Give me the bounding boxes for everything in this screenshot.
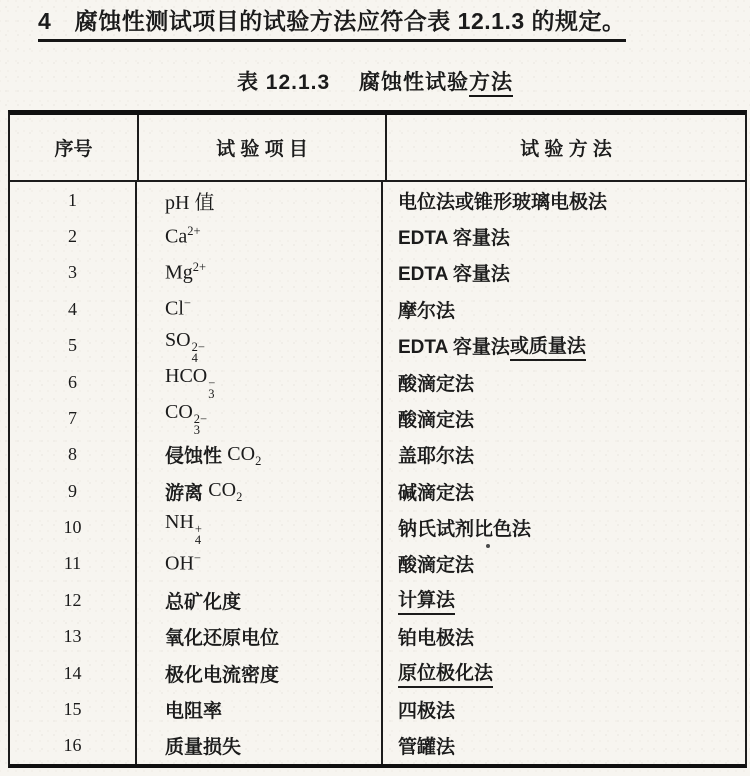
formula-superscript: 2− <box>191 339 205 354</box>
formula-superscript: − <box>208 376 216 391</box>
row-number-cell: 5 <box>10 328 137 364</box>
table-body <box>10 182 745 764</box>
table-row <box>10 691 745 727</box>
test-method-cell <box>383 218 745 254</box>
formula-superscript: 2− <box>193 412 208 427</box>
row-number-cell: 16 <box>10 728 137 764</box>
formula-scripts <box>195 523 202 545</box>
table-row <box>10 328 745 364</box>
test-item-cell <box>137 218 383 254</box>
chemical-formula <box>227 443 261 468</box>
table-row <box>10 400 745 436</box>
header-cell-test-item: 试 验 项 目 <box>139 115 387 180</box>
row-number-cell: 7 <box>10 400 137 436</box>
row-number-cell: 12 <box>10 582 137 618</box>
table-caption <box>0 66 750 96</box>
row-number-cell: 11 <box>10 546 137 582</box>
table-row <box>10 473 745 509</box>
row-number-cell: 10 <box>10 509 137 545</box>
chemical-formula <box>165 365 216 402</box>
text-segment: 电阻率 <box>165 700 223 722</box>
text-segment: 管罐法 <box>398 737 456 759</box>
table-row <box>10 546 745 582</box>
text-segment: 盖耶尔法 <box>398 446 475 468</box>
test-method-cell <box>383 655 745 691</box>
formula-base: Ca <box>165 225 188 248</box>
test-item-cell <box>137 546 383 582</box>
text-segment: 极化电流密度 <box>165 664 280 686</box>
test-item-cell <box>137 582 383 618</box>
formula-subscript: 3 <box>208 387 215 402</box>
row-number-cell: 2 <box>10 218 137 254</box>
test-method-cell <box>383 291 745 327</box>
formula-subscript: 4 <box>191 350 198 365</box>
formula-base: Cl <box>165 298 184 321</box>
text-segment: EDTA 容量法 <box>398 228 510 250</box>
test-method-cell <box>383 509 745 545</box>
test-methods-table <box>8 110 747 768</box>
scan-speck <box>486 544 490 548</box>
test-method-cell <box>383 437 745 473</box>
test-item-cell <box>137 437 383 473</box>
table-row <box>10 291 745 327</box>
chemical-formula <box>165 401 208 438</box>
formula-base: CO <box>227 442 256 465</box>
table-row <box>10 218 745 254</box>
text-segment: EDTA 容量法 <box>398 337 510 359</box>
chemical-formula <box>165 329 205 363</box>
text-segment: 原位极化法 <box>398 658 493 688</box>
header-cell-number: 序号 <box>10 115 139 180</box>
text-segment: 质量损失 <box>165 737 242 759</box>
table-row <box>10 364 745 400</box>
row-number-cell: 1 <box>10 182 137 218</box>
row-number-cell: 14 <box>10 655 137 691</box>
test-item-cell <box>137 473 383 509</box>
formula-superscript: − <box>193 551 201 566</box>
test-method-cell <box>383 728 745 764</box>
test-method-cell <box>383 546 745 582</box>
test-method-cell <box>383 255 745 291</box>
formula-subscript: 2 <box>236 489 243 504</box>
clause-heading: 4 腐蚀性测试项目的试验方法应符合表 12.1.3 的规定。 <box>38 3 626 42</box>
text-segment: 氧化还原电位 <box>165 628 280 650</box>
test-method-cell <box>383 691 745 727</box>
formula-superscript: 2+ <box>187 223 201 238</box>
table-row <box>10 728 745 764</box>
row-number-cell: 15 <box>10 691 137 727</box>
test-item-cell <box>137 328 383 364</box>
table-row <box>10 437 745 473</box>
row-number-cell: 13 <box>10 619 137 655</box>
test-item-cell <box>137 400 383 436</box>
text-segment: 铂电极法 <box>398 628 475 650</box>
table-row <box>10 619 745 655</box>
chemical-formula <box>165 297 191 321</box>
header-cell-test-method: 试 验 方 法 <box>520 139 612 160</box>
formula-scripts <box>193 412 208 438</box>
chemical-formula <box>165 225 201 249</box>
text-segment: 游离 <box>165 482 209 504</box>
formula-base: CO <box>208 478 237 501</box>
text-segment: 电位法或锥形玻璃电极法 <box>398 191 608 213</box>
test-method-cell <box>383 400 745 436</box>
table-row <box>10 509 745 545</box>
text-segment: 计算法 <box>398 585 455 615</box>
row-number-cell: 4 <box>10 291 137 327</box>
table-row <box>10 255 745 291</box>
text-segment: pH 值 <box>165 191 215 214</box>
table-caption-text: 表 12.1.3 腐蚀性试验 <box>236 71 470 94</box>
row-number-cell: 3 <box>10 255 137 291</box>
table-caption-underlined-text: 方法 <box>469 71 513 97</box>
row-number-cell: 9 <box>10 473 137 509</box>
chemical-formula <box>165 511 202 545</box>
test-method-cell <box>383 364 745 400</box>
text-segment: 侵蚀性 <box>165 446 228 468</box>
chemical-formula <box>208 479 242 504</box>
row-number-cell: 8 <box>10 437 137 473</box>
formula-subscript: 4 <box>194 532 202 547</box>
formula-superscript: − <box>183 296 191 311</box>
formula-base: SO <box>165 328 191 351</box>
text-segment: EDTA 容量法 <box>398 264 510 286</box>
test-item-cell <box>137 364 383 400</box>
table-header-row <box>10 115 745 182</box>
test-method-cell <box>383 328 745 364</box>
formula-subscript: 3 <box>193 423 201 438</box>
test-item-cell <box>137 691 383 727</box>
chemical-formula <box>165 552 201 576</box>
formula-base: OH <box>165 552 194 575</box>
table-row <box>10 182 745 218</box>
text-segment: 钠氏试剂比色法 <box>398 519 532 541</box>
text-segment: 碱滴定法 <box>398 482 475 504</box>
test-method-cell <box>383 619 745 655</box>
test-item-cell <box>137 255 383 291</box>
table-row <box>10 582 745 618</box>
test-item-cell <box>137 655 383 691</box>
text-segment: 酸滴定法 <box>398 555 475 577</box>
row-number-cell: 6 <box>10 364 137 400</box>
formula-superscript: 2+ <box>192 260 207 275</box>
chemical-formula <box>165 261 206 285</box>
text-segment: 酸滴定法 <box>398 409 475 431</box>
formula-base: CO <box>165 401 193 424</box>
test-item-cell <box>137 291 383 327</box>
formula-subscript: 2 <box>255 453 262 468</box>
formula-base: NH <box>165 510 194 533</box>
formula-scripts <box>208 376 216 402</box>
formula-superscript: + <box>194 521 202 536</box>
text-segment: 总矿化度 <box>165 591 242 613</box>
test-item-cell <box>137 509 383 545</box>
test-item-cell <box>137 182 383 218</box>
formula-base: Mg <box>165 261 193 284</box>
table-row <box>10 655 745 691</box>
test-method-cell <box>383 182 745 218</box>
test-method-cell <box>383 582 745 618</box>
text-segment: 摩尔法 <box>398 300 456 322</box>
text-segment: 四极法 <box>398 700 456 722</box>
test-method-cell <box>383 473 745 509</box>
text-segment: 或质量法 <box>510 331 586 361</box>
test-item-cell <box>137 619 383 655</box>
formula-base: HCO <box>165 365 208 388</box>
test-item-cell <box>137 728 383 764</box>
formula-scripts <box>192 341 205 363</box>
text-segment: 酸滴定法 <box>398 373 475 395</box>
